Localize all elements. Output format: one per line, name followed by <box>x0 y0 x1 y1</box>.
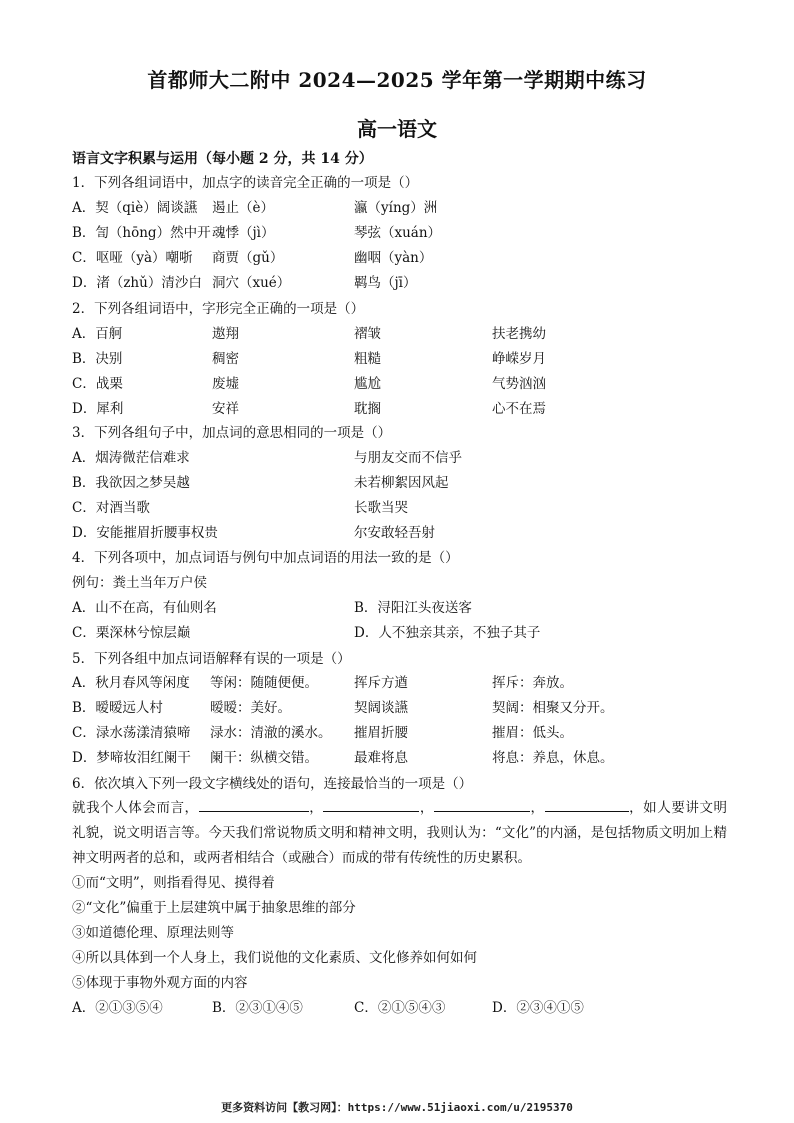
q4-options-ab: A．山不在高，有仙则名 B．浔阳江头夜送客 <box>72 600 472 616</box>
q4-stem: 4．下列各项中，加点词语与例句中加点词语的用法一致的是（） <box>72 550 459 566</box>
section-heading: 语言文字积累与运用（每小题 2 分，共 14 分） <box>72 151 373 167</box>
q2-option-b: B．决别 稠密 粗糙 峥嵘岁月 <box>72 351 546 367</box>
q6-answers: A．②①③⑤④ B．②③①④⑤ C．②①⑤④③ D．②③④①⑤ <box>72 1000 584 1016</box>
q1-option-a: A．契（qiè）阔谈讌 遏止（è） 瀛（yíng）洲 <box>72 200 438 216</box>
answer-blank <box>323 797 419 812</box>
q2-option-a: A．百舸 遨翔 褶皱 扶老携幼 <box>72 326 546 342</box>
q6-passage: 就我个人体会而言， ， ， ， ，如人要讲文明礼貌，说文明语言等。今天我们常说物质文明和精神文明，我则认为：“文化”的内涵，是包括物质文明加上精神文明两者的总和，或两者相结合（或融合）而成的带有传统性的历史累积。 <box>72 796 727 871</box>
q5-option-b: B．暧暧远人村 暧暧：美好。 契阔谈讌 契阔：相聚又分开。 <box>72 700 614 716</box>
q6-stem: 6．依次填入下列一段文字横线处的语句，连接最恰当的一项是（） <box>72 776 473 792</box>
answer-blank <box>199 797 309 812</box>
q6-option-3: ③如道德伦理、原理法则等 <box>72 925 234 941</box>
answer-blank <box>545 797 629 812</box>
q1-option-d: D．渚（zhǔ）清沙白 洞穴（xué） 羁鸟（jī） <box>72 275 417 291</box>
q2-option-d: D．犀利 安祥 耽搁 心不在焉 <box>72 401 546 417</box>
q5-option-c: C．渌水荡漾清猿啼 渌水：清澈的溪水。 摧眉折腰 摧眉：低头。 <box>72 725 573 741</box>
answer-blank <box>434 797 530 812</box>
q6-option-1: ①而“文明”，则指看得见、摸得着 <box>72 875 275 891</box>
q6-option-2: ②“文化”偏重于上层建筑中属于抽象思维的部分 <box>72 900 356 916</box>
q4-example: 例句：粪土当年万户侯 <box>72 575 207 591</box>
q1-option-c: C．呕哑（yà）嘲哳 商贾（gǔ） 幽咽（yàn） <box>72 250 433 266</box>
page-title: 首都师大二附中 2024—2025 学年第一学期期中练习 <box>147 68 647 92</box>
page-subtitle: 高一语文 <box>357 117 437 141</box>
footer-link[interactable]: 更多资料访问【教习网】：https://www.51jiaoxi.com/u/2195370 <box>221 1101 573 1114</box>
q3-option-d: D．安能摧眉折腰事权贵 尔安敢轻吾射 <box>72 525 435 541</box>
q2-stem: 2．下列各组词语中，字形完全正确的一项是（） <box>72 301 365 317</box>
q2-option-c: C．战栗 废墟 尴尬 气势汹汹 <box>72 376 546 392</box>
q3-option-a: A．烟涛微茫信难求 与朋友交而不信乎 <box>72 450 462 466</box>
q4-options-cd: C．栗深林兮惊层巅 D．人不独亲其亲，不独子其子 <box>72 625 541 641</box>
q3-stem: 3．下列各组句子中，加点词的意思相同的一项是（） <box>72 425 392 441</box>
q3-option-b: B．我欲因之梦吴越 未若柳絮因风起 <box>72 475 449 491</box>
q5-option-d: D．梦啼妆泪红阑干 阑干：纵横交错。 最难将息 将息：养息，休息。 <box>72 750 614 766</box>
q5-option-a: A．秋月春风等闲度 等闲：随随便便。 挥斥方遒 挥斥：奔放。 <box>72 675 573 691</box>
q3-option-c: C．对酒当歌 长歌当哭 <box>72 500 408 516</box>
q6-option-4: ④所以具体到一个人身上，我们说他的文化素质、文化修养如何如何 <box>72 950 477 966</box>
q6-option-5: ⑤体现于事物外观方面的内容 <box>72 975 248 991</box>
q1-stem: 1．下列各组词语中，加点字的读音完全正确的一项是（） <box>72 175 419 191</box>
q5-stem: 5．下列各组中加点词语解释有误的一项是（） <box>72 651 351 667</box>
q1-option-b: B．訇（hōng）然中开 魂悸（jì） 琴弦（xuán） <box>72 225 442 241</box>
